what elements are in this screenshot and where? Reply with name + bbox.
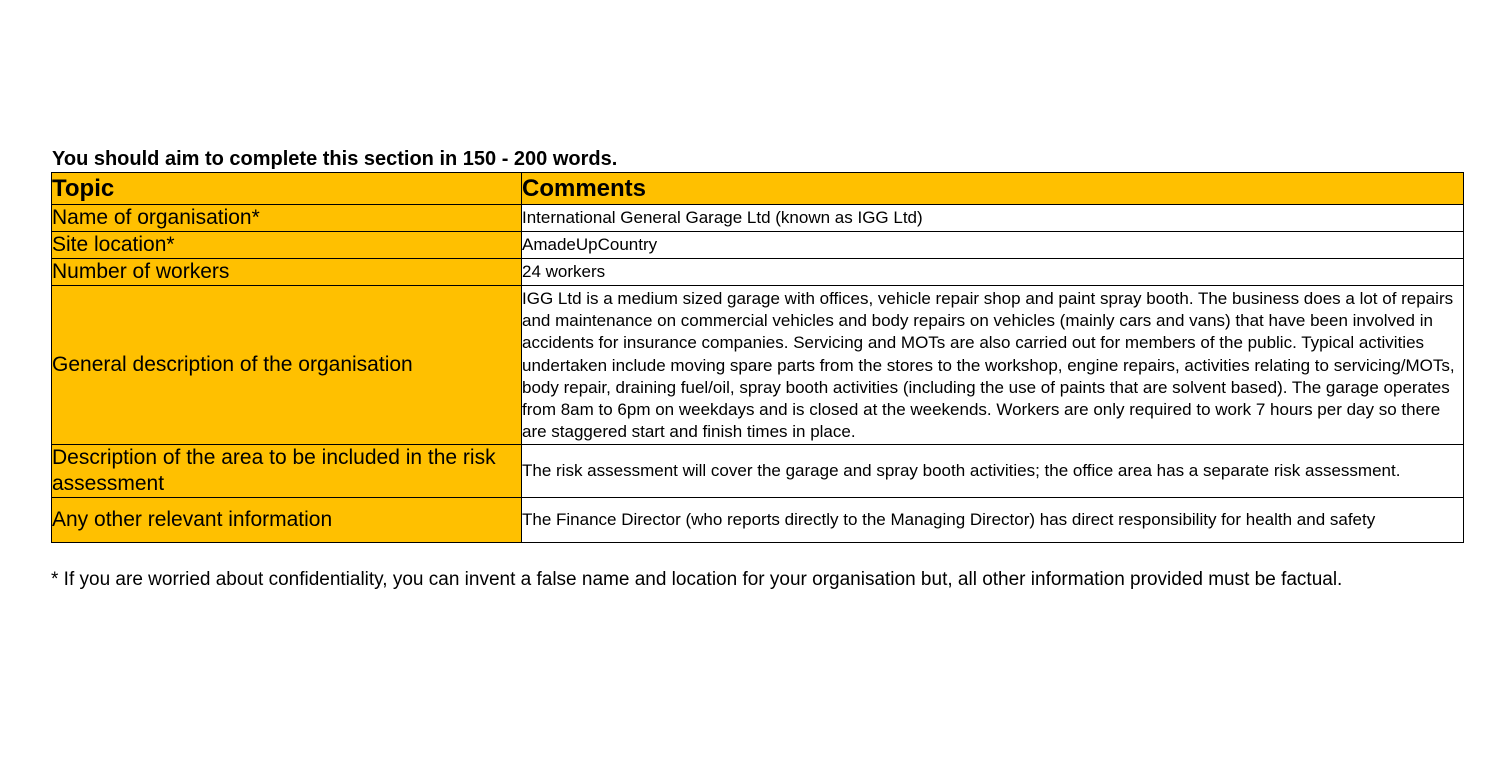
topic-cell: Name of organisation* [52,205,522,232]
comment-cell: AmadeUpCountry [522,232,1464,259]
table-row-assessment-area [52,445,1464,498]
table-header-row [52,173,1464,205]
topic-cell: Description of the area to be included in the risk assessment [52,445,522,498]
topic-cell: Any other relevant information [52,498,522,543]
confidentiality-footnote: * If you are worried about confidentiality, you can invent a false name and location for your organisation but, all other information provided must be factual. [51,569,1343,590]
topic-cell: Site location* [52,232,522,259]
table-row-site-location [52,232,1464,259]
comment-cell: The risk assessment will cover the garage and spray booth activities; the office area has a separate risk assessment. [522,445,1464,498]
table-row-general-description [52,286,1464,445]
topic-cell: General description of the organisation [52,286,522,445]
table-row-organisation-name [52,205,1464,232]
comment-cell: International General Garage Ltd (known as IGG Ltd) [522,205,1464,232]
section-instruction: You should aim to complete this section in 150 - 200 words. [52,148,618,170]
organisation-info-table [51,172,1464,543]
table-row-number-of-workers [52,259,1464,286]
comment-cell: 24 workers [522,259,1464,286]
topic-cell: Number of workers [52,259,522,286]
table-row-other-information [52,498,1464,543]
header-comments: Comments [522,173,1464,205]
header-topic: Topic [52,173,522,205]
comment-cell: IGG Ltd is a medium sized garage with offices, vehicle repair shop and paint spray booth. The business does a lot of repairs and maintenance on commercial vehicles and body repairs on vehicles (mainly cars and vans) that have been involved in accidents for insurance companies. Servicing and MOTs are also carried out for members of the public. Typical activities undertaken include moving spare parts from the stores to the workshop, engine repairs, activities relating to servicing/MOTs, body repair, draining fuel/oil, spray booth activities (including the use of paints that are solvent based). The garage operates from 8am to 6pm on weekdays and is closed at the weekends. Workers are only required to work 7 hours per day so there are staggered start and finish times in place. [522,286,1464,445]
comment-cell: The Finance Director (who reports directly to the Managing Director) has direct responsibility for health and safety [522,498,1464,543]
